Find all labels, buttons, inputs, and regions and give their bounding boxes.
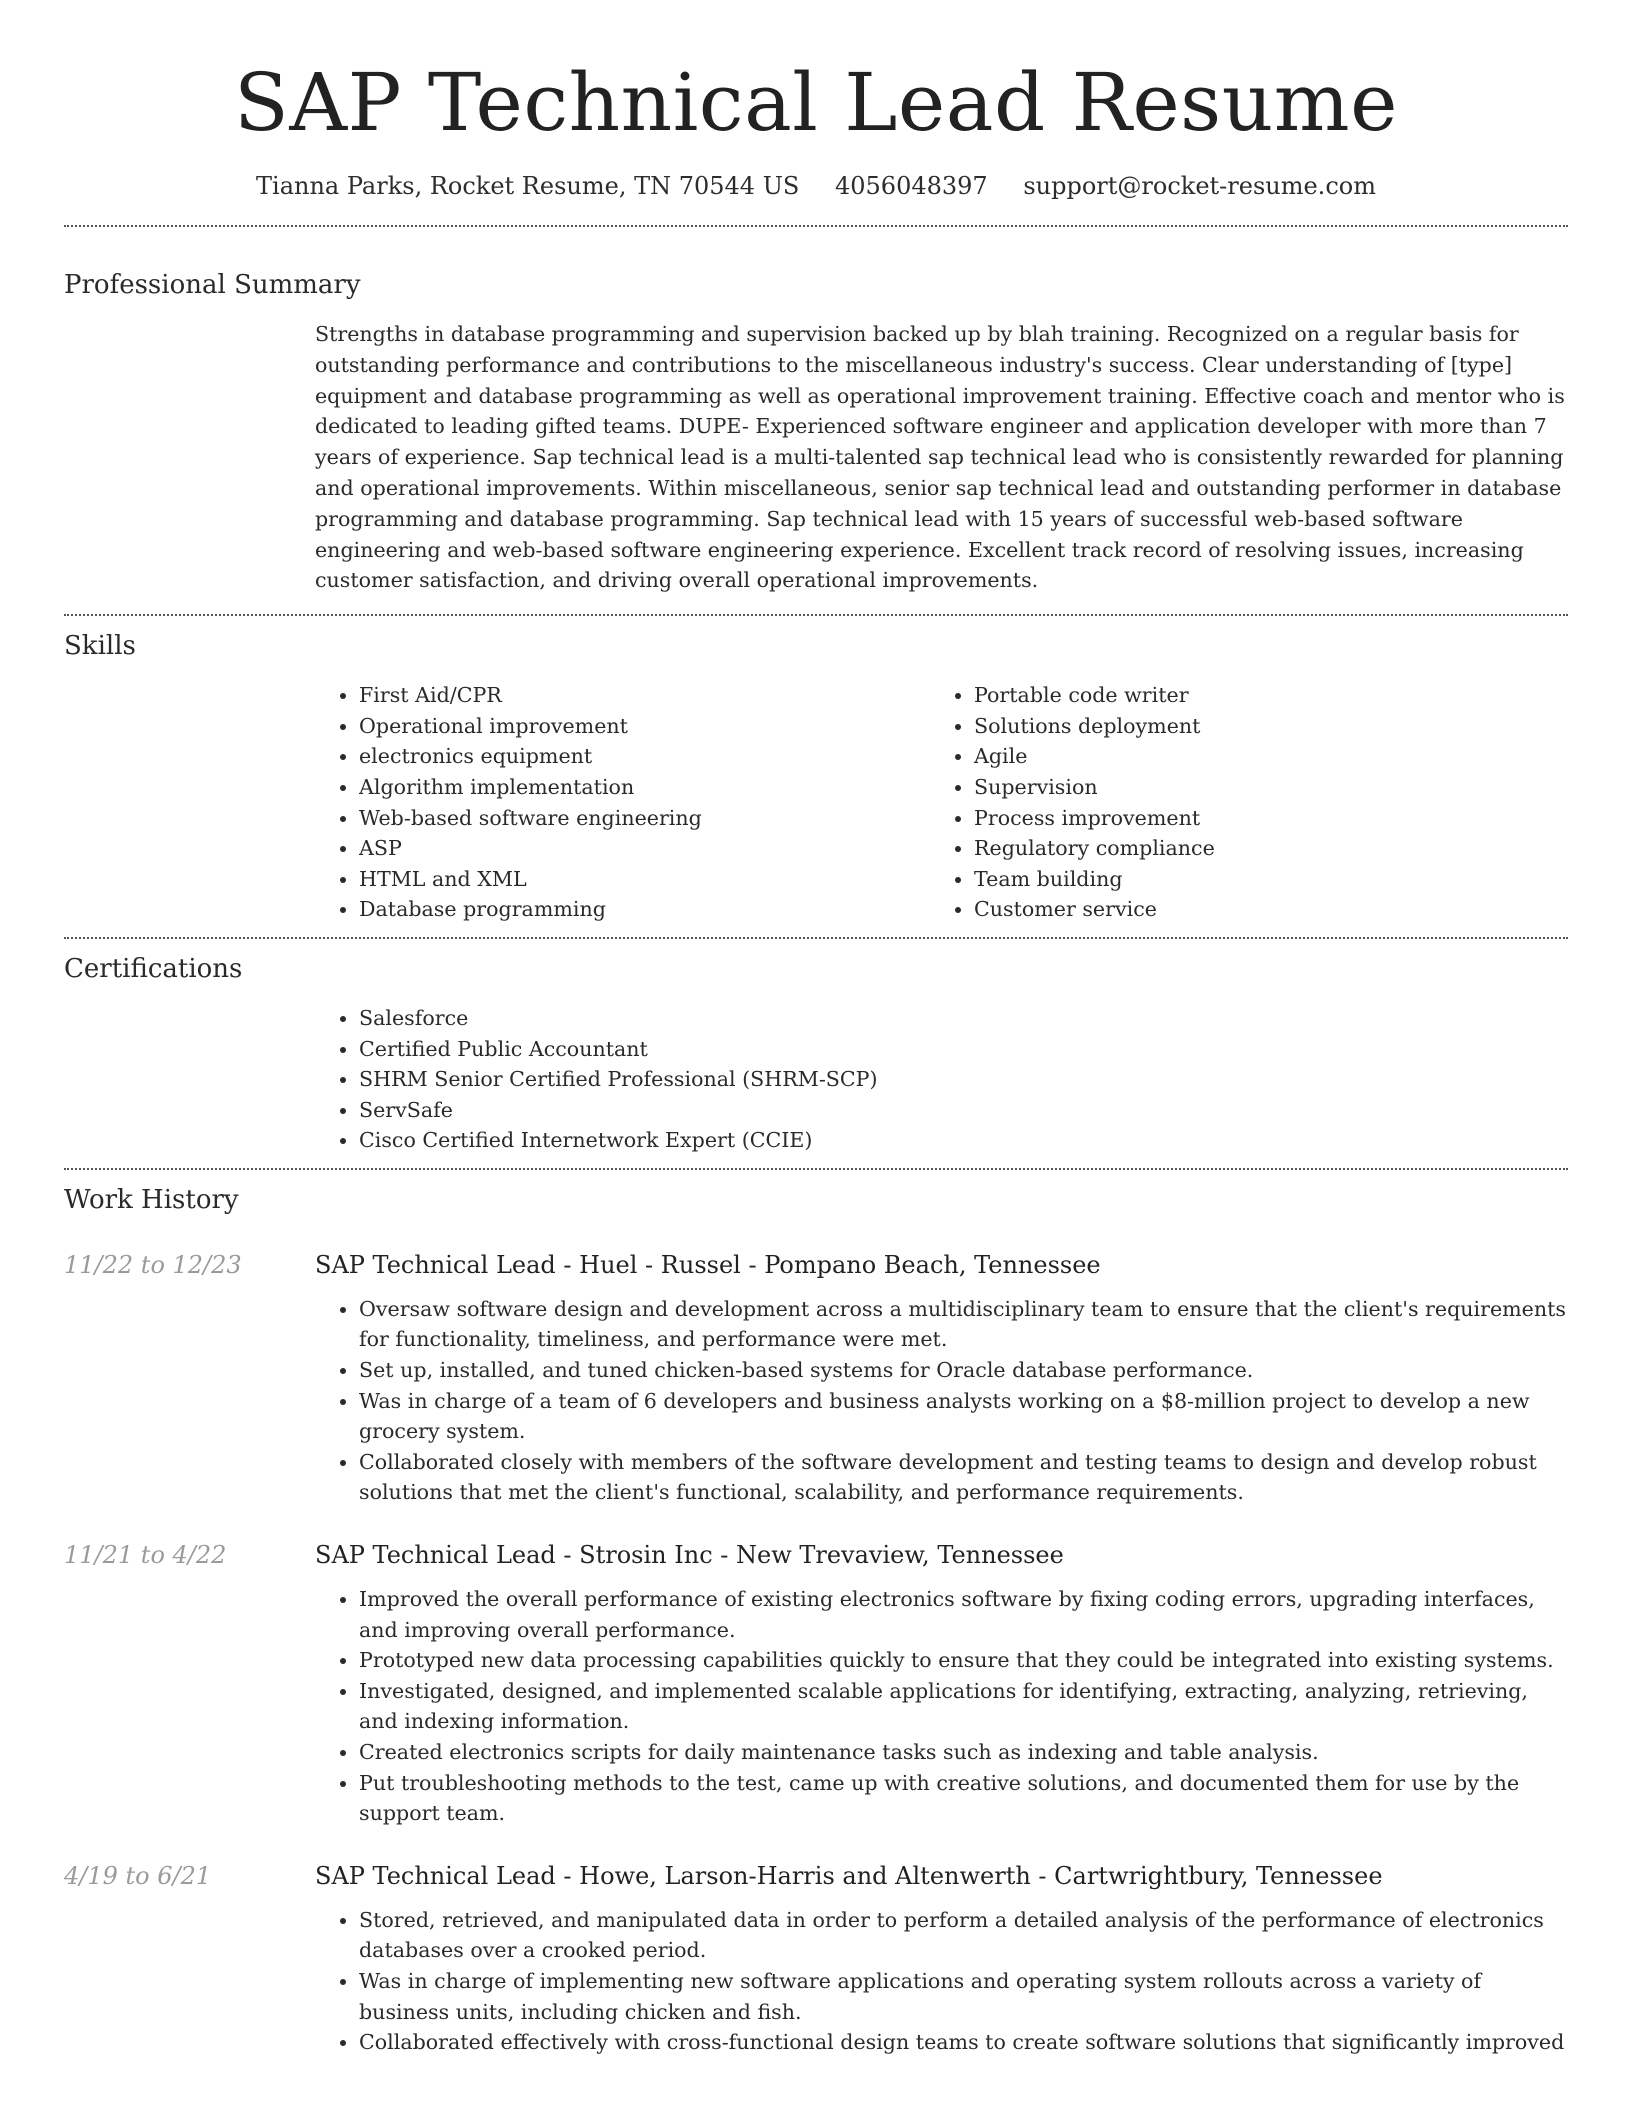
skill-item: • Web-based software engineering — [359, 803, 930, 834]
work-history-section — [64, 1182, 1568, 2058]
skill-item: • Team building — [974, 864, 1545, 895]
divider — [64, 937, 1568, 939]
job-entry — [64, 1859, 1568, 2058]
skill-item: • Algorithm implementation — [359, 772, 930, 803]
skills-column-right — [930, 680, 1545, 925]
skill-item: • electronics equipment — [359, 741, 930, 772]
divider — [64, 1168, 1568, 1170]
job-bullet: • Collaborated closely with members of the software development and testing teams to design and develop robust solutions that met the client's functional, scalability, and performance requirements. — [359, 1447, 1568, 1508]
skills-column-left — [315, 680, 930, 925]
certification-item: • Cisco Certified Internetwork Expert (CCIE) — [359, 1125, 1568, 1156]
job-bullet: • Improved the overall performance of existing electronics software by fixing coding errors, upgrading interfaces, and improving overall performance. — [359, 1584, 1568, 1645]
job-bullets — [315, 1905, 1568, 2058]
certification-item: • SHRM Senior Certified Professional (SHRM-SCP) — [359, 1064, 1568, 1095]
job-bullet: • Was in charge of a team of 6 developers and business analysts working on a $8-million project to develop a new grocery system. — [359, 1386, 1568, 1447]
job-dates: 11/21 to 4/22 — [64, 1541, 227, 1570]
job-bullet: • Prototyped new data processing capabilities quickly to ensure that they could be integrated into existing systems. — [359, 1645, 1568, 1676]
contact-line — [64, 166, 1568, 206]
certification-item: • Certified Public Accountant — [359, 1034, 1568, 1065]
certifications-list — [315, 1003, 1568, 1156]
skills-section — [64, 628, 1568, 925]
skills-list-left — [315, 680, 930, 925]
section-title-certifications: Certifications — [64, 953, 243, 984]
contact-email: support@rocket-resume.com — [1023, 172, 1376, 200]
job-bullet: • Created electronics scripts for daily maintenance tasks such as indexing and table analysis. — [359, 1737, 1568, 1768]
job-details — [315, 1248, 1568, 1508]
job-dates: 11/22 to 12/23 — [64, 1250, 242, 1279]
skill-item: • ASP — [359, 833, 930, 864]
skill-item: • Process improvement — [974, 803, 1545, 834]
certifications-section — [64, 951, 1568, 1156]
section-title-work-history: Work History — [64, 1184, 239, 1215]
skill-item: • Solutions deployment — [974, 711, 1545, 742]
skills-list-right — [930, 680, 1545, 925]
skill-item: • HTML and XML — [359, 864, 930, 895]
resume-page — [64, 0, 1568, 2058]
section-title-skills: Skills — [64, 631, 136, 662]
job-bullet: • Was in charge of implementing new software applications and operating system rollouts across a variety of business units, including chicken and fish. — [359, 1966, 1568, 2027]
skill-item: • Customer service — [974, 894, 1545, 925]
certifications-body — [315, 1003, 1568, 1156]
section-title-summary: Professional Summary — [64, 270, 361, 300]
job-bullet: • Collaborated effectively with cross-functional design teams to create software solutions that significantly improved — [359, 2027, 1568, 2058]
skills-grid — [315, 680, 1568, 925]
job-title: SAP Technical Lead - Huel - Russel - Pompano Beach, Tennessee — [315, 1250, 1101, 1279]
job-bullet: • Set up, installed, and tuned chicken-based systems for Oracle database performance. — [359, 1355, 1568, 1386]
summary-text: Strengths in database programming and supervision backed up by blah training. Recognized on a regular basis for outstanding performance and contributions to the miscellaneous industry's success. Clear understanding of [type] equipment and database programming as well as operational improvement training. Effective coach and mentor who is dedicated to leading gifted teams. DUPE- Experienced software engineer and application developer with more than 7 years of experience. Sap technical lead is a multi-talented sap technical lead who is consistently rewarded for planning and operational improvements. Within miscellaneous, senior sap technical lead and outstanding performer in database programming and database programming. Sap technical lead with 15 years of successful web-based software engineering and web-based software engineering experience. Excellent track record of resolving issues, increasing customer satisfaction, and driving overall operational improvements. — [315, 322, 1565, 593]
job-bullet: • Investigated, designed, and implemented scalable applications for identifying, extracting, analyzing, retrieving, and indexing information. — [359, 1676, 1568, 1737]
job-details — [315, 1859, 1568, 2058]
divider — [64, 225, 1568, 227]
divider — [64, 614, 1568, 616]
job-entry — [64, 1538, 1568, 1829]
skill-item: • Portable code writer — [974, 680, 1545, 711]
job-bullets — [315, 1294, 1568, 1508]
skill-item: • Database programming — [359, 894, 930, 925]
certification-item: • ServSafe — [359, 1095, 1568, 1126]
skill-item: • Agile — [974, 741, 1545, 772]
job-bullets — [315, 1584, 1568, 1829]
contact-address: Tianna Parks, Rocket Resume, TN 70544 US — [256, 172, 800, 200]
summary-section — [64, 267, 1568, 596]
job-bullet: • Oversaw software design and development across a multidisciplinary team to ensure that the client's requirements for functionality, timeliness, and performance were met. — [359, 1294, 1568, 1355]
contact-phone: 4056048397 — [835, 172, 988, 200]
job-title: SAP Technical Lead - Howe, Larson-Harris and Altenwerth - Cartwrightbury, Tennessee — [315, 1861, 1383, 1890]
skill-item: • Regulatory compliance — [974, 833, 1545, 864]
job-title: SAP Technical Lead - Strosin Inc - New Trevaview, Tennessee — [315, 1541, 1064, 1570]
skill-item: • Operational improvement — [359, 711, 930, 742]
job-entry — [64, 1248, 1568, 1508]
job-bullet: • Put troubleshooting methods to the test, came up with creative solutions, and documented them for use by the support team. — [359, 1768, 1568, 1829]
certification-item: • Salesforce — [359, 1003, 1568, 1034]
resume-title: SAP Technical Lead Resume — [234, 56, 1398, 149]
job-bullet: • Stored, retrieved, and manipulated data in order to perform a detailed analysis of the performance of electronics databases over a crooked period. — [359, 1905, 1568, 1966]
job-details — [315, 1538, 1568, 1829]
skill-item: • First Aid/CPR — [359, 680, 930, 711]
skill-item: • Supervision — [974, 772, 1545, 803]
job-dates: 4/19 to 6/21 — [64, 1861, 212, 1890]
